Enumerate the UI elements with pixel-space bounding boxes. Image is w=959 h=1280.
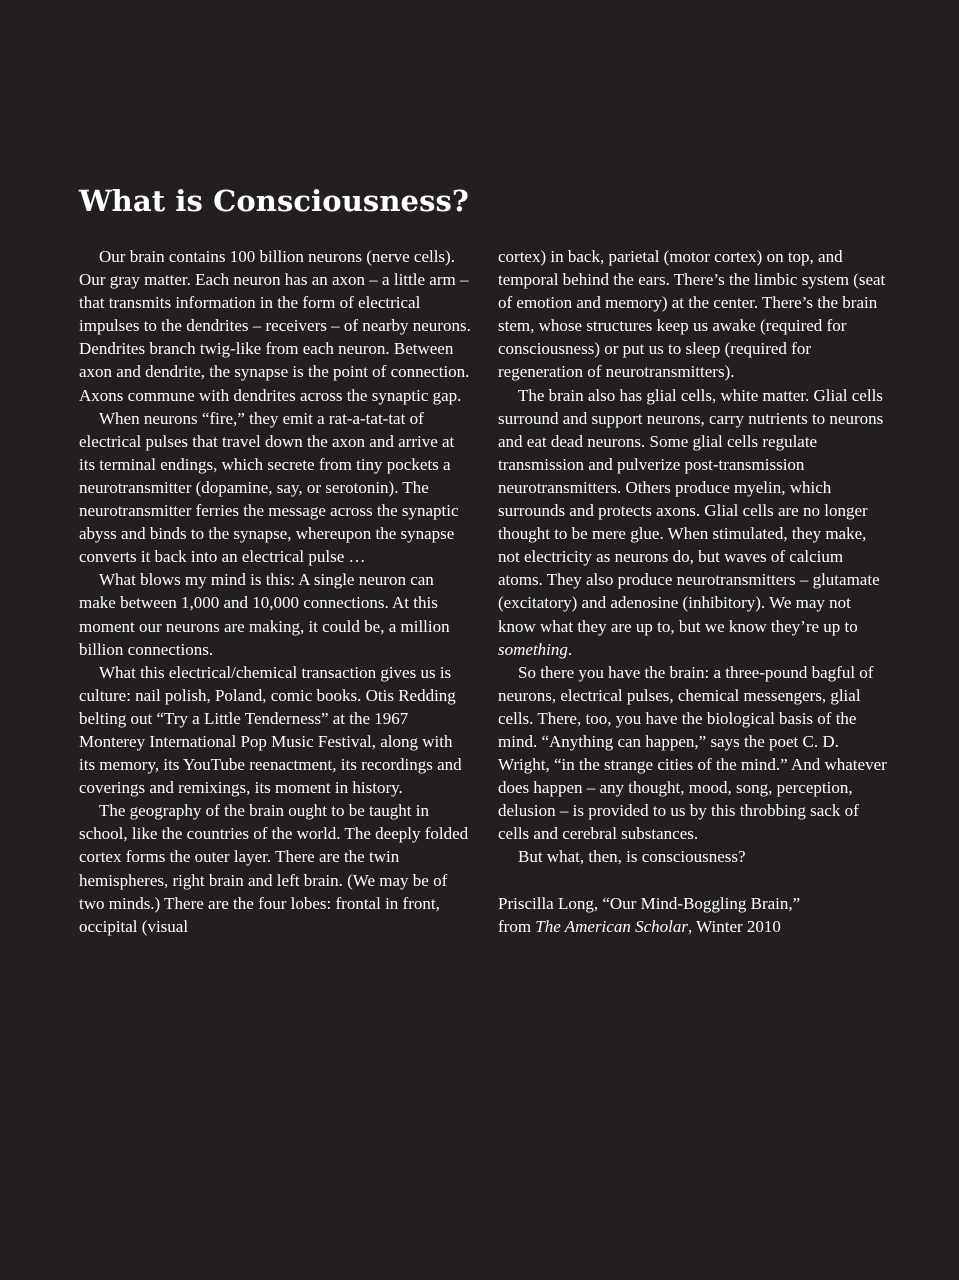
left-column xyxy=(79,245,471,938)
glial-emphasis: something xyxy=(498,639,568,659)
paragraph-glial-cells xyxy=(498,384,890,661)
paragraph-geography: The geography of the brain ought to be taught in school, like the countries of the world. The deeply folded cortex forms the outer layer. There are the twin hemispheres, right brain and left brain. (We may be of two minds.) There are the four lobes: frontal in front, occipital (visual xyxy=(79,801,469,936)
paragraph-summary: So there you have the brain: a three-pound bagful of neurons, electrical pulses, chemical messengers, glial cells. There, too, you have the biological basis of the mind. “Anything can happen,” says the poet C. D. Wright, “in the strange cities of the mind.” And whatever does happen – any thought, mood, song, perception, delusion – is provided to us by this throbbing sack of cells and cerebral substances. xyxy=(498,662,887,844)
glial-text: The brain also has glial cells, white matter. Glial cells surround and support neurons, carry nutrients to neurons and eat dead neurons. Some glial cells regulate transmission and pulverize post-transmission neurotransmitters. Others produce myelin, which surrounds and protects axons. Glial cells are no longer thought to be mere glue. When stimulated, they make, not electricity as neurons do, but waves of calcium atoms. They also produce neurotransmitters – glutamate (excitatory) and adenosine (inhibitory). We may not know what they are up to, but we know they’re up to xyxy=(498,385,884,636)
paragraph-neurons-fire: When neurons “fire,” they emit a rat-a-tat-tat of electrical pulses that travel down the axon and arrive at its terminal endings, which secrete from tiny pockets a neurotransmitter (dopamine, say, or serotonin). The neurotransmitter ferries the message across the synaptic abyss and binds to the synapse, whereupon the synapse converts it back into an electrical pulse … xyxy=(79,408,459,567)
citation-source xyxy=(498,915,890,938)
citation-author: Priscilla Long, “Our Mind-Boggling Brain,” xyxy=(498,893,801,913)
citation-publication: The American Scholar xyxy=(535,916,688,936)
paragraph-neurons: Our brain contains 100 billion neurons (nerve cells). Our gray matter. Each neuron has an axon – a little arm – that transmits information in the form of electrical impulses to the dendrites – receivers – of nearby neurons. Dendrites branch twig-like from each neuron. Between axon and dendrite, the synapse is the point of connection. Axons commune with dendrites across the synaptic gap. xyxy=(79,247,471,405)
paragraph-culture: What this electrical/chemical transaction gives us is culture: nail polish, Poland, comic books. Otis Redding belting out “Try a Little Tenderness” at the 1967 Monterey International Pop Music Festival, along with its memory, its YouTube reenactment, its recordings and coverings and remixings, its moment in history. xyxy=(79,662,462,798)
paragraph-question: But what, then, is consciousness? xyxy=(518,847,746,867)
right-column xyxy=(498,245,890,938)
citation xyxy=(498,892,890,938)
paragraph-geography-continued: cortex) in back, parietal (motor cortex) on top, and temporal behind the ears. There’s the limbic system (seat of emotion and memory) at the center. There’s the brain stem, whose structures keep us awake (required for consciousness) or put us to sleep (required for regeneration of neurotransmitters). xyxy=(498,247,886,382)
citation-date: , Winter 2010 xyxy=(687,916,781,936)
paragraph-connections: What blows my mind is this: A single neuron can make between 1,000 and 10,000 connections. At this moment our neurons are making, it could be, a million billion connections. xyxy=(79,570,450,659)
glial-period: . xyxy=(567,639,573,659)
citation-from: from xyxy=(498,916,536,936)
page-title: What is Consciousness? xyxy=(79,184,470,218)
